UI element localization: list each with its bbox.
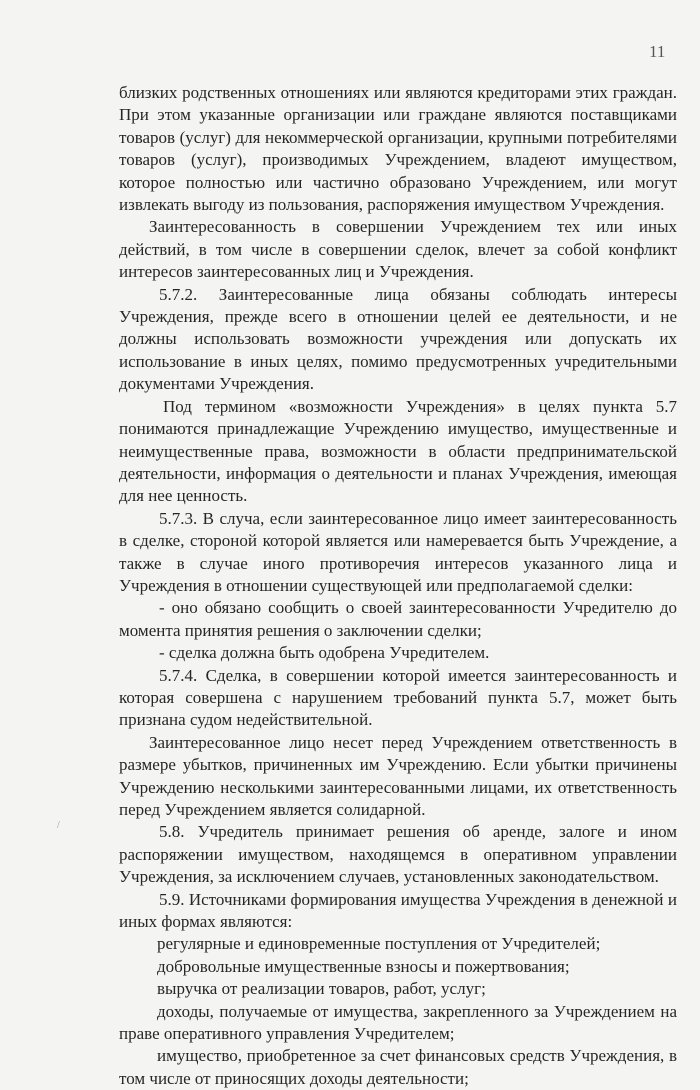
list-item-donations: добровольные имущественные взносы и пожертвования; xyxy=(157,956,570,976)
paragraph-interest-conflict: Заинтересованность в совершении Учреждением тех или иных действий, в том числе в совершении сделок, влечет за собой конфликт интересов заинтересованных лиц и Учреждения. xyxy=(119,217,677,282)
list-item-founder-receipts: регулярные и единовременные поступления от Учредителей; xyxy=(157,934,601,954)
document-body xyxy=(119,82,677,1090)
list-item-property-income: доходы, получаемые от имущества, закрепленного за Учреждением на праве оперативного управления Учредителем; xyxy=(119,1001,677,1044)
list-item-approval: - сделка должна быть одобрена Учредителем. xyxy=(159,643,490,663)
paragraph-5-7-3: 5.7.3. В случа, если заинтересованное лицо имеет заинтересованность в сделке, стороной которой является или намеревается быть Учреждение, а также в случае иного противоречия интересов указанного лица и Учреждения в отношении существующей или предполагаемой сделки: xyxy=(119,508,677,595)
paragraph-5-7-4: 5.7.4. Сделка, в совершении которой имеется заинтересованность и которая совершена с нарушением требований пункта 5.7, может быть признана судом недействительной. xyxy=(119,665,677,730)
list-item-notify-founder: - оно обязано сообщить о своей заинтересованности Учредителю до момента принятия решения о заключении сделки; xyxy=(119,598,677,640)
paragraph-5-7-2: 5.7.2. Заинтересованные лица обязаны соблюдать интересы Учреждения, прежде всего в отношении целей ее деятельности, и не должны использовать возможности учреждения или допускать их использование в иных целях, помимо предусмотренных учредительными документами Учреждения. xyxy=(119,284,677,394)
margin-mark: / xyxy=(57,820,60,831)
list-item-acquired-property: имущество, приобретенное за счет финансовых средств Учреждения, в том числе от приносящих доходы деятельности; xyxy=(119,1046,677,1088)
paragraph-opportunities-term: Под термином «возможности Учреждения» в целях пункта 5.7 понимаются принадлежащие Учреждению имущество, имущественные и неимущественные права, возможности в области предпринимательской деятельности, информация о деятельности и планах Учреждения, имеющая для нее ценность. xyxy=(119,396,677,506)
paragraph-continuation: близких родственных отношениях или являются кредиторами этих граждан. При этом указанные организации или граждане являются поставщиками товаров (услуг) для некоммерческой организации, крупными потребителями товаров (услуг), производимых Учреждением, владеют имуществом, которое полностью или частично образовано Учреждением, или могут извлекать выгоду из пользования, распоряжения имуществом Учреждения. xyxy=(119,83,677,215)
list-item-sales-revenue: выручка от реализации товаров, работ, услуг; xyxy=(157,979,486,999)
paragraph-liability: Заинтересованное лицо несет перед Учреждением ответственность в размере убытков, причиненных им Учреждению. Если убытки причинены Учреждению несколькими заинтересованными лицами, их ответственность перед Учреждением является солидарной. xyxy=(119,732,677,819)
paragraph-5-9: 5.9. Источниками формирования имущества Учреждения в денежной и иных формах являются: xyxy=(119,889,677,932)
paragraph-5-8: 5.8. Учредитель принимает решения об аренде, залоге и ином распоряжении имуществом, находящемся в оперативном управлении Учреждения, за исключением случаев, установленных законодательством. xyxy=(119,822,677,887)
page-number: 11 xyxy=(649,42,666,61)
